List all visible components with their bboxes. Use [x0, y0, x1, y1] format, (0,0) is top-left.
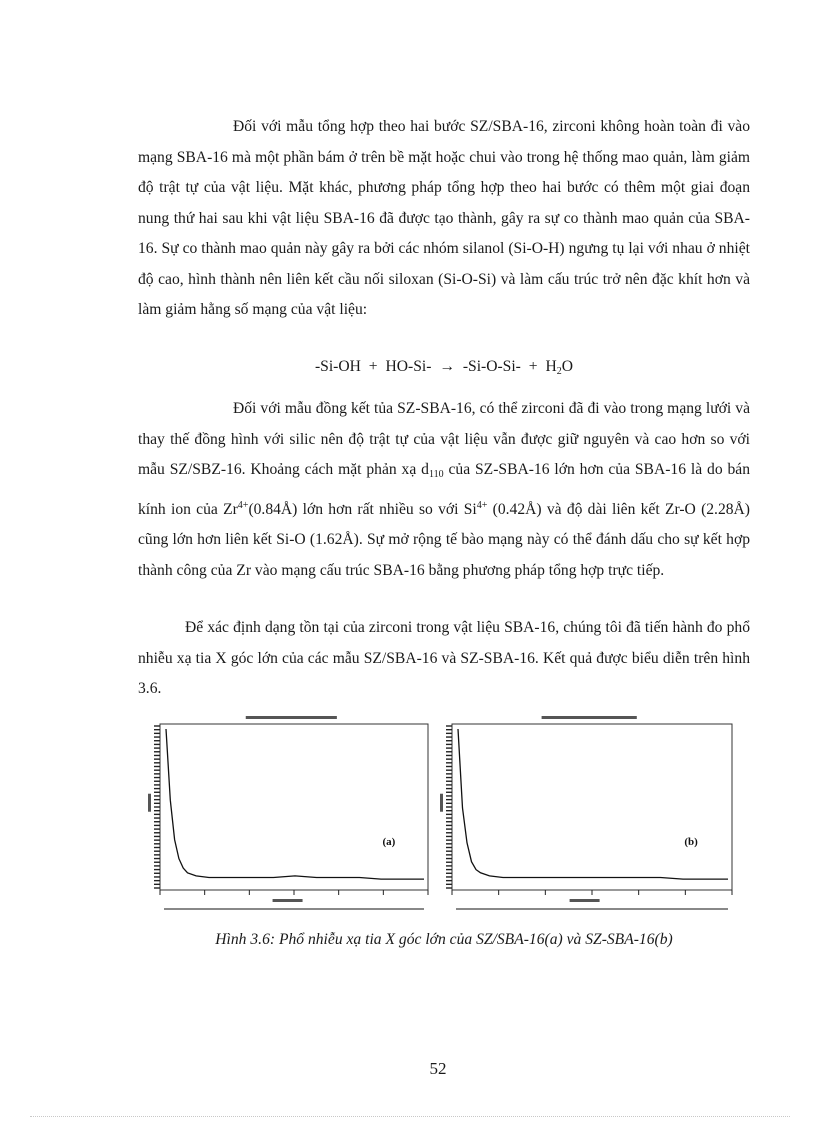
d110-subscript: 110 [428, 469, 444, 480]
panel-a-xrd-series-line [166, 729, 424, 879]
eq-plus-1: + [368, 358, 378, 375]
panel-b-label: (b) [684, 836, 698, 849]
eq-water-subscript: 2 [556, 366, 562, 377]
eq-product-1: -Si-O-Si- [462, 358, 521, 375]
p2-text-d: (0.42Å) và độ dài liên kết Zr-O (2.28Å) cũng lớn hơn liên kết Si-O (1.62Å). Sự mở rộng tế bào mạng này có thể đánh dấu cho sự kết hợp thành công của Zr vào mạng cấu trúc SBA-16 bằng phương pháp tổng hợp trực tiếp. [138, 500, 751, 579]
page-number: 52 [429, 1059, 447, 1078]
panel-b-footer-mark [456, 908, 728, 910]
paragraph-sz-sba16-coprecipitation [138, 394, 750, 586]
panel-b-plot-frame [452, 724, 732, 890]
panel-a-y-axis-mark [148, 794, 151, 812]
eq-reactant-1: -Si-OH [314, 358, 361, 375]
paragraph-xrd-intro: Để xác định dạng tồn tại của zirconi trong vật liệu SBA-16, chúng tôi đã tiến hành đo phổ nhiễu xạ tia X góc lớn của các mẫu SZ/SBA-16 và SZ-SBA-16. Kết quả được biểu diễn trên hình 3.6. [138, 619, 750, 697]
panel-b-x-axis-mark [570, 899, 600, 902]
p2-text-a: Đối với mẫu đồng kết tủa SZ-SBA-16, có thể zirconi đã đi vào trong mạng lưới và thay thế đồng hình với silic nên độ trật tự của vật liệu vẫn được giữ nguyên và cao hơn so với mẫu SZ/SBZ-16. Khoảng cách mặt phản xạ d [138, 400, 750, 478]
panel-b-xrd-series-line [458, 729, 728, 879]
xrd-charts-svg [146, 714, 746, 918]
panel-a-label: (a) [382, 836, 396, 849]
eq-water-o: O [561, 358, 574, 375]
zr-charge-superscript: 4+ [237, 499, 249, 511]
siloxane-equation [138, 358, 750, 377]
figure-caption: Hình 3.6: Phổ nhiễu xạ tia X góc lớn của SZ/SBA-16(a) và SZ-SBA-16(b) [215, 931, 673, 948]
eq-plus-2: + [528, 358, 538, 375]
panel-a-footer-mark [164, 908, 424, 910]
panel-a-plot-frame [160, 724, 428, 890]
paragraph-sz-sba16-two-step: Đối với mẫu tổng hợp theo hai bước SZ/SBA-16, zirconi không hoàn toàn đi vào mạng SBA-16 mà một phần bám ở trên bề mặt hoặc chui vào trong hệ thống mao quản, làm giảm độ trật tự của vật liệu. Mặt khác, phương pháp tổng hợp theo hai bước có thêm một giai đoạn nung thứ hai sau khi vật liệu SBA-16 đã được tạo thành, gây ra sự co thành mao quản của SBA-16. Sự co thành mao quản này gây ra bởi các nhóm silanol (Si-O-H) ngưng tụ lại với nhau ở nhiệt độ cao, hình thành nên liên kết cầu nối siloxan (Si-O-Si) và làm cấu trúc trở nên đặc khít hơn và làm giảm hằng số mạng của vật liệu: [138, 118, 750, 318]
eq-water-h: H [545, 358, 557, 375]
panel-b-y-axis-mark [440, 794, 443, 812]
eq-water [545, 358, 573, 375]
panel-a-x-axis-mark [273, 899, 303, 902]
panel-b-header-mark [542, 716, 637, 719]
xrd-figure [146, 714, 746, 918]
eq-arrow: → [439, 358, 455, 375]
panel-a-header-mark [246, 716, 337, 719]
p2-text-c: (0.84Å) lớn hơn rất nhiều so với Si [248, 500, 477, 518]
si-charge-superscript: 4+ [476, 499, 488, 511]
p2-text-b: của SZ-SBA-16 lớn hơn của SBA-16 là do bán kính ion của Zr [138, 461, 751, 518]
eq-reactant-2: HO-Si- [385, 358, 432, 375]
footer-dotted-rule [30, 1116, 790, 1117]
